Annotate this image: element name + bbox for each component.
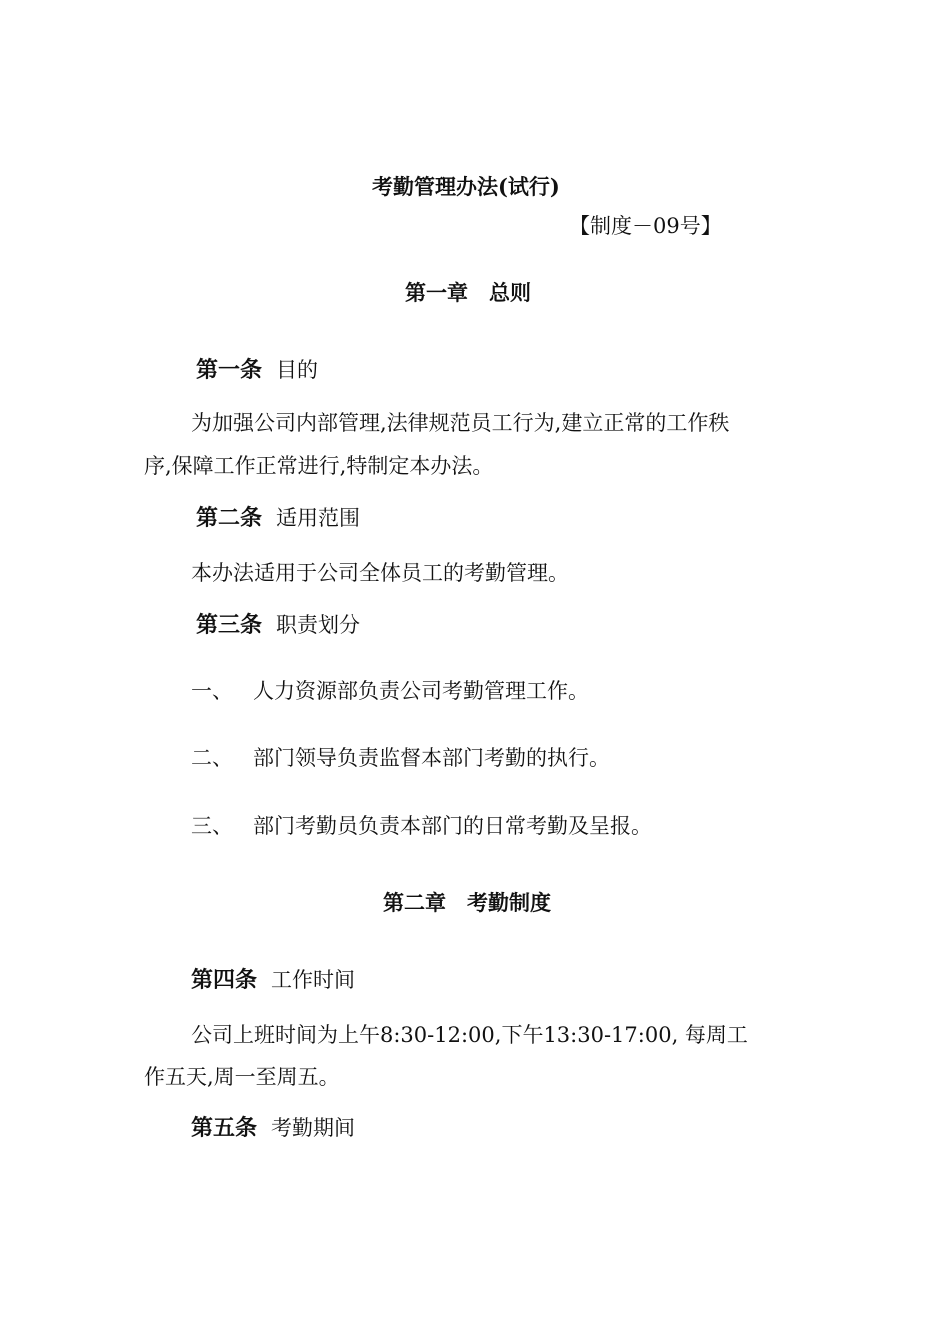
article-number: 第五条 — [191, 1115, 258, 1141]
article-heading — [196, 356, 318, 384]
article-name: 适用范围 — [276, 506, 361, 530]
article-name: 目的 — [276, 358, 319, 382]
article-name: 考勤期间 — [271, 1116, 356, 1140]
list-item-marker: 一、 — [191, 679, 233, 703]
chapter-heading: 第二章 考勤制度 — [383, 890, 551, 915]
article-number: 第一条 — [196, 357, 263, 383]
list-item-text: 部门领导负责监督本部门考勤的执行。 — [253, 746, 610, 770]
article-number: 第四条 — [191, 967, 258, 993]
list-item-marker: 三、 — [191, 814, 233, 838]
list-item — [191, 812, 652, 840]
article-number: 第二条 — [196, 505, 263, 531]
document-number: 【制度－09号】 — [569, 214, 722, 238]
list-item-text: 部门考勤员负责本部门的日常考勤及呈报。 — [253, 814, 652, 838]
list-item — [191, 677, 589, 705]
list-item-marker: 二、 — [191, 746, 233, 770]
paragraph-line: 公司上班时间为上午8:30-12:00,下午13:30-17:00, 每周工 — [191, 1023, 748, 1047]
chapter-heading: 第一章 总则 — [405, 280, 531, 305]
document-title: 考勤管理办法(试行) — [372, 174, 560, 199]
list-item — [191, 744, 610, 772]
paragraph-line: 本办法适用于公司全体员工的考勤管理。 — [191, 561, 569, 585]
article-number: 第三条 — [196, 612, 263, 638]
article-heading — [196, 611, 360, 639]
article-name: 职责划分 — [276, 613, 361, 637]
article-heading — [191, 966, 355, 994]
paragraph-line: 为加强公司内部管理,法律规范员工行为,建立正常的工作秩 — [191, 411, 730, 435]
paragraph-line: 序,保障工作正常进行,特制定本办法。 — [144, 454, 494, 478]
article-heading — [196, 504, 360, 532]
list-item-text: 人力资源部负责公司考勤管理工作。 — [253, 679, 589, 703]
article-heading — [191, 1114, 355, 1142]
article-name: 工作时间 — [271, 968, 356, 992]
paragraph-line: 作五天,周一至周五。 — [144, 1065, 340, 1089]
